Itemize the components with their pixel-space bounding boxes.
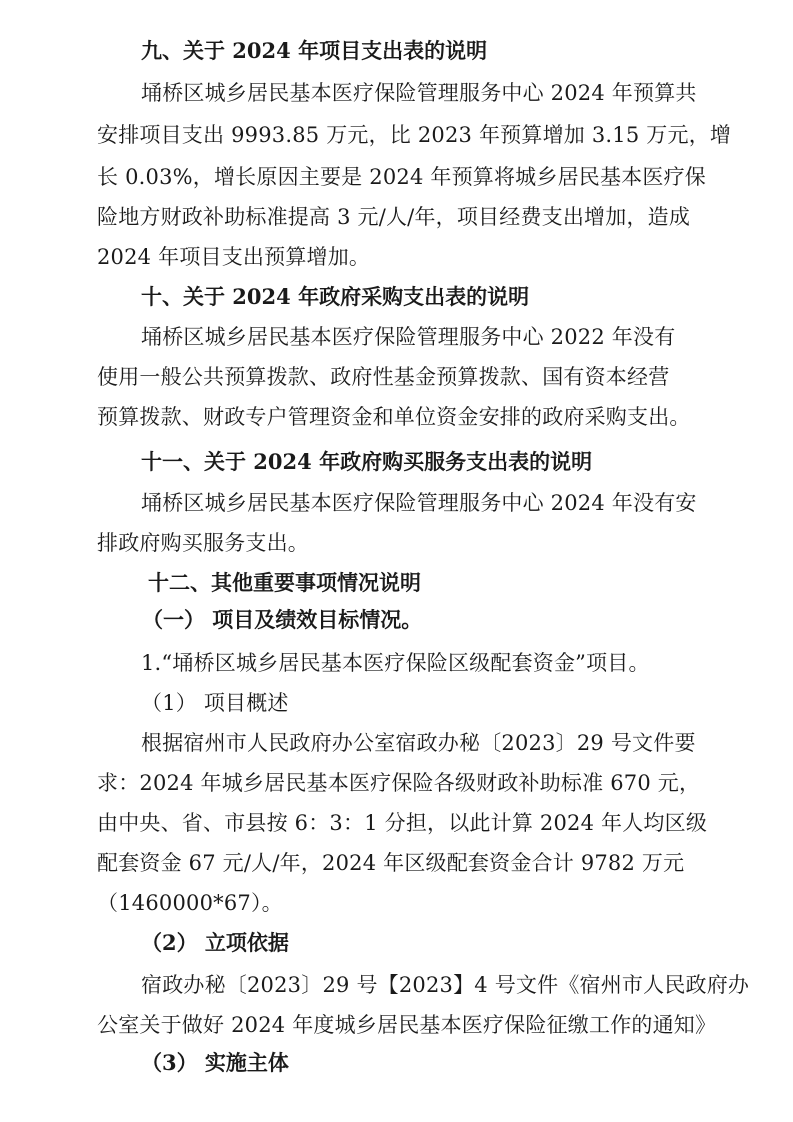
section-9-line-3: 长 0.03%，增长原因主要是 2024 年预算将城乡居民基本医疗保 bbox=[97, 165, 706, 189]
section-11-heading: 十一、关于 2024 年政府购买服务支出表的说明 bbox=[141, 449, 593, 474]
section-10-line-1: 埇桥区城乡居民基本医疗保险管理服务中心 2022 年没有 bbox=[141, 325, 676, 349]
item-1-title: 1.“埇桥区城乡居民基本医疗保险区级配套资金”项目。 bbox=[141, 651, 650, 675]
item-1-overview-heading: （1） 项目概述 bbox=[141, 691, 289, 715]
overview-line-4: 配套资金 67 元/人/年，2024 年区级配套资金合计 9782 万元 bbox=[97, 851, 685, 875]
basis-line-2: 公室关于做好 2024 年度城乡居民基本医疗保险征缴工作的通知》 bbox=[97, 1013, 717, 1037]
overview-line-5: （1460000*67）。 bbox=[97, 891, 283, 915]
section-10-line-2: 使用一般公共预算拨款、政府性基金预算拨款、国有资本经营 bbox=[97, 365, 670, 389]
section-10-heading: 十、关于 2024 年政府采购支出表的说明 bbox=[141, 284, 530, 309]
subsection-1-heading: （一） 项目及绩效目标情况。 bbox=[142, 607, 423, 632]
item-1-implementer-heading: （3） 实施主体 bbox=[141, 1050, 289, 1075]
overview-line-3: 由中央、省、市县按 6：3：1 分担，以此计算 2024 年人均区级 bbox=[97, 811, 708, 835]
section-11-line-1: 埇桥区城乡居民基本医疗保险管理服务中心 2024 年没有安 bbox=[141, 491, 697, 515]
section-9-heading: 九、关于 2024 年项目支出表的说明 bbox=[141, 38, 488, 63]
section-9-line-5: 2024 年项目支出预算增加。 bbox=[97, 245, 371, 269]
section-9-line-4: 险地方财政补助标准提高 3 元/人/年，项目经费支出增加，造成 bbox=[97, 205, 691, 229]
overview-line-2: 求：2024 年城乡居民基本医疗保险各级财政补助标准 670 元， bbox=[97, 771, 701, 795]
section-9-line-1: 埇桥区城乡居民基本医疗保险管理服务中心 2024 年预算共 bbox=[141, 81, 697, 105]
section-11-line-2: 排政府购买服务支出。 bbox=[97, 531, 309, 555]
section-12-heading: 十二、其他重要事项情况说明 bbox=[148, 570, 421, 595]
item-1-basis-heading: （2） 立项依据 bbox=[141, 930, 289, 955]
section-9-line-2: 安排项目支出 9993.85 万元，比 2023 年预算增加 3.15 万元，增 bbox=[97, 123, 732, 147]
basis-line-1: 宿政办秘〔2023〕29 号【2023】4 号文件《宿州市人民政府办 bbox=[141, 973, 750, 997]
section-10-line-3: 预算拨款、财政专户管理资金和单位资金安排的政府采购支出。 bbox=[97, 405, 691, 429]
overview-line-1: 根据宿州市人民政府办公室宿政办秘〔2023〕29 号文件要 bbox=[141, 731, 696, 755]
